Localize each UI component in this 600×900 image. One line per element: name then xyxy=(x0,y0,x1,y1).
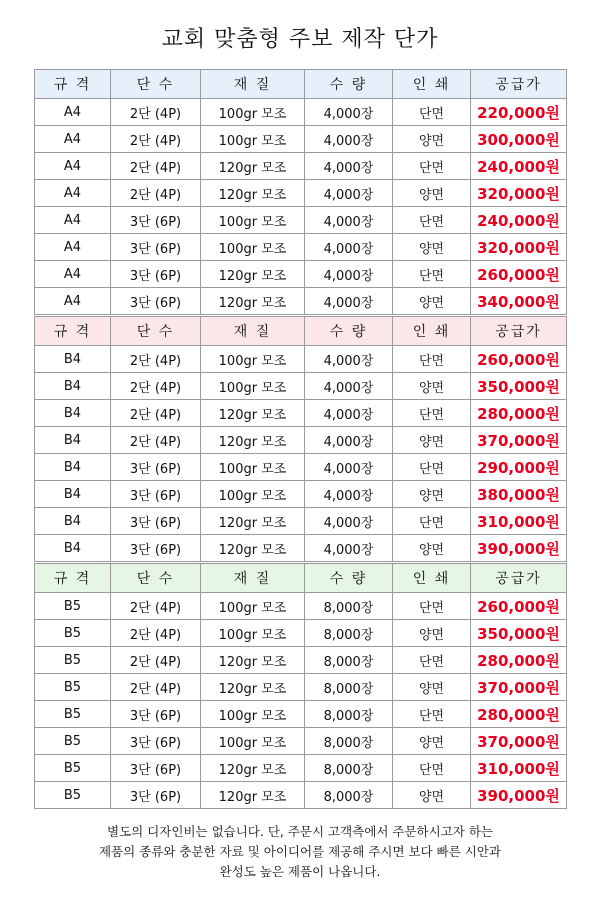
cell-size: A4 xyxy=(35,153,111,180)
header-quantity: 수 량 xyxy=(305,564,393,593)
cell-paper: 100gr 모조 xyxy=(201,481,305,508)
cell-print: 양면 xyxy=(393,782,471,809)
table-row xyxy=(35,728,567,755)
cell-fold: 3단 (6P) xyxy=(111,207,201,234)
cell-price: 380,000원 xyxy=(471,481,567,508)
cell-fold: 3단 (6P) xyxy=(111,454,201,481)
header-fold: 단 수 xyxy=(111,564,201,593)
cell-quantity: 4,000장 xyxy=(305,153,393,180)
cell-size: B5 xyxy=(35,701,111,728)
cell-print: 단면 xyxy=(393,755,471,782)
header-size: 규 격 xyxy=(35,317,111,346)
cell-fold: 2단 (4P) xyxy=(111,126,201,153)
table-row xyxy=(35,508,567,535)
price-table-a4 xyxy=(34,69,567,315)
notice-line: 제품의 종류와 충분한 자료 및 아이디어를 제공해 주시면 보다 빠른 시안과 xyxy=(99,844,501,859)
table-row xyxy=(35,288,567,315)
cell-fold: 3단 (6P) xyxy=(111,508,201,535)
table-header-row xyxy=(35,317,567,346)
cell-price: 260,000원 xyxy=(471,346,567,373)
cell-size: B5 xyxy=(35,674,111,701)
cell-price: 390,000원 xyxy=(471,782,567,809)
cell-size: B4 xyxy=(35,454,111,481)
cell-price: 340,000원 xyxy=(471,288,567,315)
cell-price: 390,000원 xyxy=(471,535,567,562)
table-row xyxy=(35,454,567,481)
cell-quantity: 4,000장 xyxy=(305,346,393,373)
cell-print: 양면 xyxy=(393,535,471,562)
cell-quantity: 4,000장 xyxy=(305,508,393,535)
header-paper: 재 질 xyxy=(201,70,305,99)
table-row xyxy=(35,782,567,809)
cell-paper: 100gr 모조 xyxy=(201,728,305,755)
cell-print: 단면 xyxy=(393,261,471,288)
cell-quantity: 4,000장 xyxy=(305,454,393,481)
cell-size: A4 xyxy=(35,207,111,234)
cell-paper: 120gr 모조 xyxy=(201,261,305,288)
cell-quantity: 8,000장 xyxy=(305,647,393,674)
cell-paper: 120gr 모조 xyxy=(201,427,305,454)
table-row xyxy=(35,535,567,562)
cell-quantity: 4,000장 xyxy=(305,400,393,427)
table-row xyxy=(35,153,567,180)
header-size: 규 격 xyxy=(35,564,111,593)
cell-quantity: 8,000장 xyxy=(305,701,393,728)
cell-paper: 100gr 모조 xyxy=(201,593,305,620)
table-header-row xyxy=(35,564,567,593)
header-print: 인 쇄 xyxy=(393,70,471,99)
cell-print: 단면 xyxy=(393,508,471,535)
cell-size: B5 xyxy=(35,782,111,809)
cell-size: B4 xyxy=(35,481,111,508)
cell-price: 310,000원 xyxy=(471,508,567,535)
cell-paper: 100gr 모조 xyxy=(201,373,305,400)
cell-price: 260,000원 xyxy=(471,593,567,620)
table-header-row xyxy=(35,70,567,99)
cell-fold: 3단 (6P) xyxy=(111,535,201,562)
cell-price: 350,000원 xyxy=(471,620,567,647)
cell-print: 단면 xyxy=(393,647,471,674)
cell-fold: 2단 (4P) xyxy=(111,647,201,674)
cell-fold: 2단 (4P) xyxy=(111,180,201,207)
cell-quantity: 8,000장 xyxy=(305,782,393,809)
cell-fold: 3단 (6P) xyxy=(111,701,201,728)
cell-fold: 3단 (6P) xyxy=(111,261,201,288)
table-row xyxy=(35,261,567,288)
cell-price: 260,000원 xyxy=(471,261,567,288)
cell-size: A4 xyxy=(35,180,111,207)
notice-line: 완성도 높은 제품이 나옵니다. xyxy=(219,864,381,879)
header-fold: 단 수 xyxy=(111,70,201,99)
page-title: 교회 맞춤형 주보 제작 단가 xyxy=(161,27,439,52)
cell-fold: 2단 (4P) xyxy=(111,346,201,373)
cell-size: B4 xyxy=(35,427,111,454)
cell-size: A4 xyxy=(35,99,111,126)
cell-quantity: 4,000장 xyxy=(305,288,393,315)
table-row xyxy=(35,755,567,782)
table-row xyxy=(35,593,567,620)
header-price: 공급가 xyxy=(471,70,567,99)
cell-print: 단면 xyxy=(393,400,471,427)
cell-paper: 100gr 모조 xyxy=(201,346,305,373)
cell-paper: 120gr 모조 xyxy=(201,535,305,562)
cell-paper: 100gr 모조 xyxy=(201,207,305,234)
cell-fold: 3단 (6P) xyxy=(111,234,201,261)
cell-fold: 2단 (4P) xyxy=(111,620,201,647)
cell-fold: 2단 (4P) xyxy=(111,674,201,701)
cell-paper: 100gr 모조 xyxy=(201,126,305,153)
cell-fold: 3단 (6P) xyxy=(111,728,201,755)
cell-print: 양면 xyxy=(393,288,471,315)
cell-price: 280,000원 xyxy=(471,701,567,728)
cell-size: B5 xyxy=(35,620,111,647)
cell-paper: 100gr 모조 xyxy=(201,454,305,481)
cell-price: 350,000원 xyxy=(471,373,567,400)
cell-quantity: 4,000장 xyxy=(305,373,393,400)
cell-fold: 2단 (4P) xyxy=(111,153,201,180)
cell-print: 단면 xyxy=(393,593,471,620)
price-table-b5 xyxy=(34,563,567,809)
cell-quantity: 4,000장 xyxy=(305,481,393,508)
cell-size: B4 xyxy=(35,346,111,373)
cell-size: A4 xyxy=(35,261,111,288)
cell-size: A4 xyxy=(35,126,111,153)
cell-fold: 2단 (4P) xyxy=(111,400,201,427)
cell-price: 370,000원 xyxy=(471,728,567,755)
cell-print: 양면 xyxy=(393,481,471,508)
header-print: 인 쇄 xyxy=(393,564,471,593)
table-row xyxy=(35,620,567,647)
cell-print: 양면 xyxy=(393,728,471,755)
cell-paper: 120gr 모조 xyxy=(201,508,305,535)
cell-quantity: 8,000장 xyxy=(305,674,393,701)
cell-paper: 100gr 모조 xyxy=(201,620,305,647)
cell-paper: 100gr 모조 xyxy=(201,701,305,728)
header-paper: 재 질 xyxy=(201,317,305,346)
table-row xyxy=(35,180,567,207)
cell-quantity: 4,000장 xyxy=(305,234,393,261)
table-row xyxy=(35,207,567,234)
header-print: 인 쇄 xyxy=(393,317,471,346)
header-price: 공급가 xyxy=(471,317,567,346)
cell-quantity: 8,000장 xyxy=(305,755,393,782)
cell-paper: 120gr 모조 xyxy=(201,755,305,782)
cell-price: 220,000원 xyxy=(471,99,567,126)
cell-size: B4 xyxy=(35,535,111,562)
cell-print: 단면 xyxy=(393,454,471,481)
cell-print: 단면 xyxy=(393,99,471,126)
cell-fold: 2단 (4P) xyxy=(111,427,201,454)
table-row xyxy=(35,400,567,427)
header-price: 공급가 xyxy=(471,564,567,593)
cell-quantity: 4,000장 xyxy=(305,126,393,153)
cell-size: B5 xyxy=(35,647,111,674)
cell-fold: 2단 (4P) xyxy=(111,373,201,400)
header-size: 규 격 xyxy=(35,70,111,99)
cell-price: 280,000원 xyxy=(471,647,567,674)
cell-print: 단면 xyxy=(393,153,471,180)
notice-text xyxy=(20,822,580,882)
cell-fold: 3단 (6P) xyxy=(111,782,201,809)
cell-fold: 3단 (6P) xyxy=(111,755,201,782)
cell-size: A4 xyxy=(35,288,111,315)
table-row xyxy=(35,674,567,701)
table-row xyxy=(35,346,567,373)
cell-price: 240,000원 xyxy=(471,207,567,234)
cell-size: A4 xyxy=(35,234,111,261)
notice-line: 별도의 디자인비는 없습니다. 단, 주문시 고객측에서 주문하시고자 하는 xyxy=(107,824,493,839)
cell-quantity: 4,000장 xyxy=(305,207,393,234)
header-quantity: 수 량 xyxy=(305,70,393,99)
cell-quantity: 8,000장 xyxy=(305,728,393,755)
cell-paper: 120gr 모조 xyxy=(201,180,305,207)
cell-price: 240,000원 xyxy=(471,153,567,180)
header-paper: 재 질 xyxy=(201,564,305,593)
cell-print: 양면 xyxy=(393,427,471,454)
cell-paper: 120gr 모조 xyxy=(201,782,305,809)
table-row xyxy=(35,701,567,728)
cell-size: B5 xyxy=(35,728,111,755)
cell-print: 양면 xyxy=(393,373,471,400)
table-row xyxy=(35,99,567,126)
cell-quantity: 4,000장 xyxy=(305,427,393,454)
header-fold: 단 수 xyxy=(111,317,201,346)
cell-price: 300,000원 xyxy=(471,126,567,153)
table-row xyxy=(35,481,567,508)
cell-price: 320,000원 xyxy=(471,180,567,207)
cell-paper: 120gr 모조 xyxy=(201,288,305,315)
cell-paper: 120gr 모조 xyxy=(201,674,305,701)
cell-print: 양면 xyxy=(393,180,471,207)
cell-paper: 100gr 모조 xyxy=(201,234,305,261)
cell-price: 370,000원 xyxy=(471,674,567,701)
cell-price: 280,000원 xyxy=(471,400,567,427)
cell-quantity: 8,000장 xyxy=(305,593,393,620)
cell-quantity: 4,000장 xyxy=(305,261,393,288)
cell-price: 290,000원 xyxy=(471,454,567,481)
cell-size: B5 xyxy=(35,593,111,620)
cell-print: 단면 xyxy=(393,346,471,373)
cell-paper: 120gr 모조 xyxy=(201,400,305,427)
cell-print: 양면 xyxy=(393,126,471,153)
cell-price: 320,000원 xyxy=(471,234,567,261)
cell-price: 370,000원 xyxy=(471,427,567,454)
cell-paper: 120gr 모조 xyxy=(201,153,305,180)
cell-print: 단면 xyxy=(393,701,471,728)
table-body xyxy=(35,346,567,562)
cell-size: B4 xyxy=(35,373,111,400)
table-row xyxy=(35,427,567,454)
table-row xyxy=(35,647,567,674)
cell-quantity: 4,000장 xyxy=(305,99,393,126)
table-row xyxy=(35,373,567,400)
cell-quantity: 8,000장 xyxy=(305,620,393,647)
cell-paper: 100gr 모조 xyxy=(201,99,305,126)
cell-fold: 3단 (6P) xyxy=(111,288,201,315)
cell-price: 310,000원 xyxy=(471,755,567,782)
table-body xyxy=(35,593,567,809)
cell-quantity: 4,000장 xyxy=(305,180,393,207)
cell-print: 단면 xyxy=(393,207,471,234)
cell-size: B5 xyxy=(35,755,111,782)
header-quantity: 수 량 xyxy=(305,317,393,346)
cell-fold: 2단 (4P) xyxy=(111,593,201,620)
cell-fold: 2단 (4P) xyxy=(111,99,201,126)
cell-print: 양면 xyxy=(393,620,471,647)
cell-fold: 3단 (6P) xyxy=(111,481,201,508)
cell-size: B4 xyxy=(35,508,111,535)
table-body xyxy=(35,99,567,315)
cell-paper: 120gr 모조 xyxy=(201,647,305,674)
table-row xyxy=(35,234,567,261)
price-table-b4 xyxy=(34,316,567,562)
cell-quantity: 4,000장 xyxy=(305,535,393,562)
cell-print: 양면 xyxy=(393,674,471,701)
cell-print: 양면 xyxy=(393,234,471,261)
table-row xyxy=(35,126,567,153)
cell-size: B4 xyxy=(35,400,111,427)
